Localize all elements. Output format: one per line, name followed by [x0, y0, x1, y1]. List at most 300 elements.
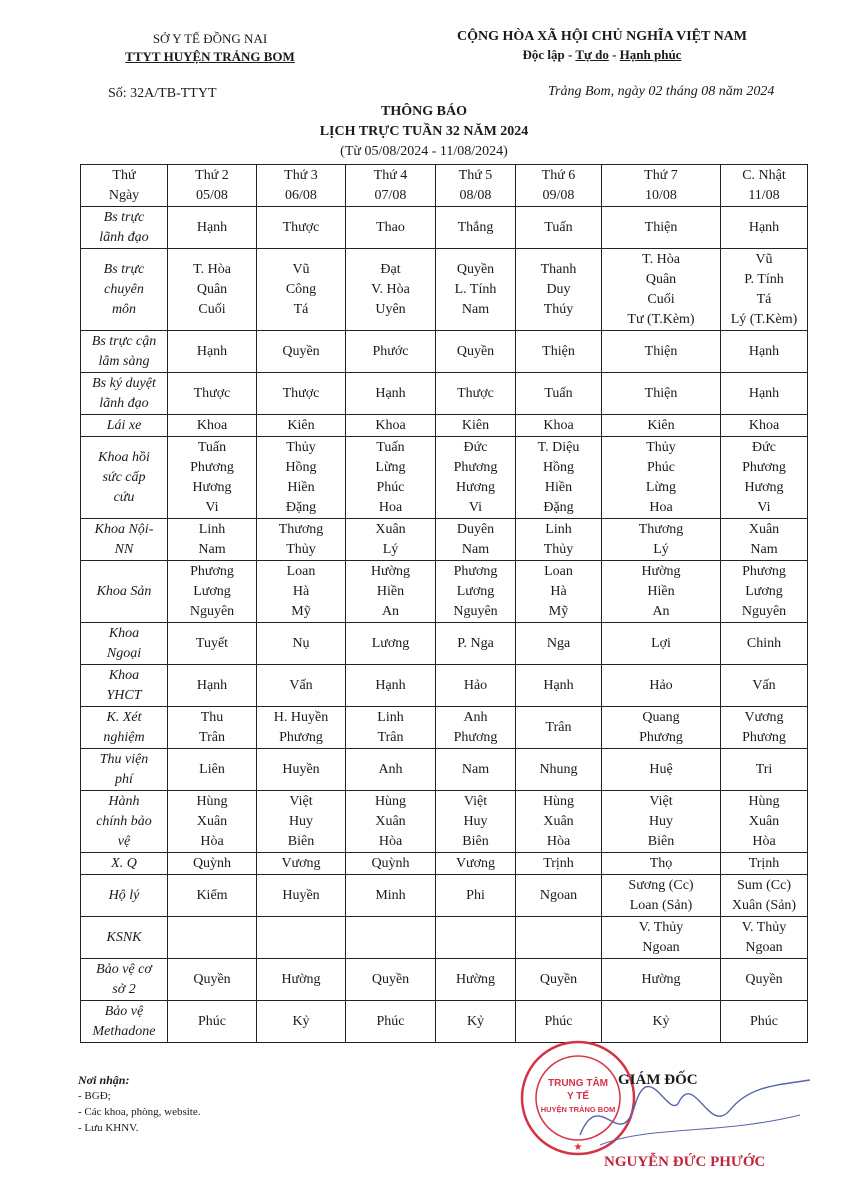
staff-name: Hoa [649, 499, 673, 515]
staff-name: Lý (T.Kèm) [730, 311, 798, 327]
staff-name: Thúy [543, 301, 574, 317]
row-label [81, 207, 168, 249]
col-date: 07/08 [374, 187, 407, 203]
header-row [81, 165, 808, 207]
schedule-row [81, 519, 808, 561]
staff-name: Ngoan [745, 939, 783, 955]
staff-name: Quyền [193, 971, 231, 987]
national-header [392, 28, 812, 64]
staff-name: Quỳnh [371, 855, 410, 871]
schedule-row [81, 249, 808, 331]
corner-date-label: Ngày [108, 187, 140, 203]
staff-name: Hòa [546, 833, 571, 849]
staff-name: Ngoan [539, 887, 578, 903]
row-label-line: Bs trực cận [91, 333, 157, 349]
corner-cell [81, 165, 168, 207]
col-header [436, 165, 516, 207]
duty-cell [168, 853, 257, 875]
national-motto [392, 46, 812, 64]
staff-name: Thược [193, 385, 231, 401]
duty-cell [436, 373, 516, 415]
signer-title: GIÁM ĐỐC [618, 1072, 698, 1088]
staff-name: Thiện [644, 385, 678, 401]
staff-name: Lương [371, 635, 410, 651]
doc-type: THÔNG BÁO [381, 104, 467, 119]
staff-name: Quỳnh [192, 855, 232, 871]
row-label-line: sở 2 [112, 981, 136, 997]
staff-name: T. Diệu [537, 439, 580, 455]
row-label [81, 853, 168, 875]
duty-cell [168, 249, 257, 331]
staff-name: Nhung [539, 761, 578, 777]
staff-name: Hùng [542, 793, 575, 809]
duty-cell [168, 875, 257, 917]
schedule-row [81, 749, 808, 791]
row-label-line: YHCT [106, 687, 142, 703]
row-label-line: cứu [113, 489, 135, 505]
duty-cell [602, 207, 721, 249]
staff-name: Hường [455, 971, 496, 987]
duty-cell [436, 1001, 516, 1043]
duty-cell [257, 1001, 346, 1043]
row-label [81, 875, 168, 917]
duty-cell [168, 791, 257, 853]
row-label-line: Bs trực [103, 209, 145, 225]
row-label-line: chuyên [104, 281, 144, 297]
duty-cell [436, 875, 516, 917]
staff-name: Hạnh [196, 677, 228, 693]
stamp-line-2: Y TẾ [566, 1091, 590, 1102]
staff-name: Thu [200, 709, 224, 725]
staff-name: Vương [455, 855, 496, 871]
col-date: 08/08 [459, 187, 492, 203]
duty-cell [257, 665, 346, 707]
staff-name: Phương [742, 729, 786, 745]
staff-name: Xuân [196, 813, 228, 829]
col-day: Thứ 4 [373, 167, 408, 183]
schedule-row [81, 791, 808, 853]
recipients-block [78, 1072, 201, 1136]
col-day: C. Nhật [742, 167, 786, 183]
staff-name: Quyền [456, 343, 495, 359]
staff-name: Lương [456, 583, 495, 599]
staff-name: Phương [190, 459, 234, 475]
duty-cell [721, 561, 808, 623]
staff-name: Quyền [745, 971, 783, 987]
schedule-row [81, 331, 808, 373]
motto-b: Tự do [575, 47, 609, 62]
duty-cell [721, 707, 808, 749]
staff-name: Hạnh [375, 385, 406, 401]
staff-name: Hòa [752, 833, 776, 849]
col-header [602, 165, 721, 207]
staff-name: Mỹ [291, 603, 311, 619]
svg-text:★: ★ [573, 1142, 583, 1153]
staff-name: H. Huyền [273, 709, 329, 725]
motto-c: Hạnh phúc [619, 47, 682, 62]
duty-cell [257, 437, 346, 519]
staff-name: Uyên [375, 301, 406, 317]
org-parent: SỞ Y TẾ ĐỒNG NAI [152, 31, 268, 46]
row-label-line: Khoa [108, 667, 140, 683]
duty-cell [602, 331, 721, 373]
staff-name: V. Thủy [638, 919, 684, 935]
duty-cell [602, 875, 721, 917]
duty-cell [168, 707, 257, 749]
staff-name: Vũ [292, 261, 310, 277]
staff-name: Hương [744, 479, 784, 495]
staff-name: Phi [466, 887, 485, 903]
duty-cell [602, 749, 721, 791]
duty-cell [721, 959, 808, 1001]
staff-name: Đức [463, 439, 488, 455]
staff-name: Lương [193, 583, 231, 599]
staff-name: Nụ [292, 635, 310, 651]
row-label [81, 415, 168, 437]
staff-name: Cuối [647, 291, 675, 307]
staff-name: Loan [286, 563, 316, 579]
col-day: Thứ 3 [284, 167, 318, 183]
staff-name: Hạnh [375, 677, 406, 693]
duty-cell [516, 917, 602, 959]
row-label-line: Hành [108, 793, 140, 809]
schedule-row [81, 437, 808, 519]
staff-name: Hạnh [196, 219, 228, 235]
staff-name: Phương [742, 459, 786, 475]
duty-cell [168, 415, 257, 437]
schedule-row [81, 665, 808, 707]
staff-name: Sương (Cc) [628, 877, 694, 893]
staff-name: Phương [639, 729, 683, 745]
document-number: Số: 32A/TB-TTYT [108, 86, 217, 101]
duty-cell [346, 1001, 436, 1043]
duty-cell [257, 791, 346, 853]
duty-cell [346, 331, 436, 373]
row-label [81, 749, 168, 791]
staff-name: Xuân (Sản) [731, 897, 797, 913]
duty-schedule-table [80, 164, 808, 1043]
duty-cell [257, 373, 346, 415]
duty-cell [346, 917, 436, 959]
staff-name: Hảo [463, 677, 488, 693]
staff-name: Xuân [748, 521, 780, 537]
duty-cell [602, 437, 721, 519]
row-label [81, 623, 168, 665]
duty-cell [346, 749, 436, 791]
row-label-line: Bảo vệ [104, 1003, 144, 1019]
staff-name: Thược [282, 385, 320, 401]
staff-name: Linh [377, 709, 404, 725]
staff-name: Liên [199, 761, 225, 777]
row-label-line: lãnh đạo [99, 395, 149, 411]
duty-cell [346, 791, 436, 853]
duty-cell [516, 249, 602, 331]
staff-name: P. Tính [744, 271, 784, 287]
staff-name: Huyền [282, 761, 320, 777]
row-label-line: Ngoại [106, 645, 142, 661]
duty-cell [516, 959, 602, 1001]
staff-name: Phương [190, 563, 234, 579]
staff-name: Huy [463, 813, 488, 829]
staff-name: Minh [375, 887, 406, 903]
staff-name: Tuyết [195, 635, 229, 651]
row-label-line: Khoa hồi [98, 449, 150, 465]
staff-name: An [652, 603, 670, 619]
staff-name: Hùng [748, 793, 780, 809]
row-label-line: Bs ký duyệt [92, 375, 156, 391]
recipient-item: - Các khoa, phòng, website. [78, 1106, 201, 1118]
staff-name: Thắng [457, 219, 494, 235]
staff-name: Thủy [646, 439, 676, 455]
staff-name: Phúc [198, 1013, 226, 1029]
staff-name: Kiên [647, 417, 675, 433]
duty-cell [168, 1001, 257, 1043]
col-date: 05/08 [196, 187, 228, 203]
staff-name: Hiền [647, 583, 675, 599]
staff-name: Thương [278, 521, 324, 537]
staff-name: Phương [453, 459, 498, 475]
duty-cell [168, 665, 257, 707]
staff-name: Thao [376, 219, 405, 235]
duty-cell [436, 519, 516, 561]
staff-name: Khoa [748, 417, 780, 433]
duty-cell [436, 331, 516, 373]
staff-name: Tư (T.Kèm) [627, 311, 695, 327]
duty-cell [602, 1001, 721, 1043]
staff-name: Huy [288, 813, 314, 829]
duty-cell [436, 665, 516, 707]
staff-name: Hoa [378, 499, 403, 515]
staff-name: Khoa [543, 417, 574, 433]
duty-cell [516, 707, 602, 749]
col-day: Thứ 6 [541, 167, 576, 183]
duty-cell [721, 875, 808, 917]
staff-name: Lừng [375, 459, 406, 475]
staff-name: An [381, 603, 400, 619]
row-label-line: K. Xét [106, 709, 142, 725]
duty-cell [346, 623, 436, 665]
staff-name: Duy [546, 281, 571, 297]
row-label [81, 959, 168, 1001]
staff-name: Vương [281, 855, 321, 871]
duty-cell [516, 853, 602, 875]
duty-cell [257, 707, 346, 749]
staff-name: Đặng [543, 499, 574, 515]
duty-cell [516, 331, 602, 373]
row-label [81, 917, 168, 959]
duty-cell [436, 959, 516, 1001]
duty-cell [346, 707, 436, 749]
staff-name: Hà [550, 583, 567, 599]
staff-name: Nga [546, 635, 571, 651]
duty-cell [257, 853, 346, 875]
corner-day-label: Thứ [112, 167, 136, 183]
staff-name: Hiền [376, 583, 405, 599]
date-range: (Từ 05/08/2024 - 11/08/2024) [340, 144, 508, 159]
schedule-row [81, 917, 808, 959]
stamp-line-1: TRUNG TÂM [548, 1078, 608, 1089]
row-label [81, 437, 168, 519]
staff-name: Anh [378, 761, 403, 777]
issuing-org [60, 30, 360, 66]
staff-name: Quyền [371, 971, 410, 987]
staff-name: Tá [756, 291, 772, 307]
staff-name: Lợi [651, 635, 671, 651]
staff-name: Anh [463, 709, 488, 725]
staff-name: Hòa [378, 833, 403, 849]
row-label [81, 249, 168, 331]
staff-name: Sum (Cc) [736, 877, 792, 893]
staff-name: Tuấn [544, 385, 573, 401]
staff-name: Thủy [286, 439, 316, 455]
staff-name: Hạnh [543, 677, 574, 693]
staff-name: Vi [757, 499, 771, 515]
staff-name: Hường [641, 971, 681, 987]
row-label-line: Khoa [108, 625, 140, 641]
duty-cell [346, 959, 436, 1001]
staff-name: Khoa [375, 417, 406, 433]
duty-cell [602, 791, 721, 853]
staff-name: Hồng [285, 459, 317, 475]
col-date: 06/08 [285, 187, 317, 203]
duty-cell [602, 249, 721, 331]
staff-name: Thủy [543, 541, 574, 557]
staff-name: V. Thủy [741, 919, 787, 935]
duty-cell [516, 749, 602, 791]
duty-cell [721, 853, 808, 875]
col-date: 11/08 [748, 187, 780, 203]
staff-name: Kỷ [466, 1013, 485, 1029]
duty-cell [168, 519, 257, 561]
staff-name: Phương [453, 563, 498, 579]
staff-name: Thược [282, 219, 320, 235]
duty-cell [168, 959, 257, 1001]
col-day: Thứ 7 [644, 167, 678, 183]
duty-cell [436, 437, 516, 519]
schedule-row [81, 1001, 808, 1043]
staff-name: Phương [279, 729, 323, 745]
duty-cell [516, 207, 602, 249]
duty-cell [436, 853, 516, 875]
staff-name: Trịnh [543, 855, 574, 871]
duty-cell [257, 519, 346, 561]
staff-name: Kiên [287, 417, 315, 433]
duty-cell [721, 665, 808, 707]
row-label-line: phí [115, 771, 133, 787]
col-day: Thứ 5 [458, 167, 493, 183]
duty-cell [721, 331, 808, 373]
duty-cell [346, 373, 436, 415]
staff-name: Linh [198, 521, 226, 537]
row-label-line: vệ [117, 833, 131, 849]
duty-cell [257, 959, 346, 1001]
duty-cell [516, 519, 602, 561]
motto-sep-1: - [564, 47, 576, 62]
staff-name: Hiền [544, 479, 573, 495]
staff-name: Phúc [750, 1013, 778, 1029]
recipient-item: - Lưu KHNV. [78, 1122, 139, 1134]
staff-name: Phương [742, 563, 786, 579]
duty-cell [346, 437, 436, 519]
staff-name: Vi [205, 499, 219, 515]
duty-cell [436, 791, 516, 853]
staff-name: Hạnh [196, 343, 228, 359]
row-label-line: Khoa Sản [96, 583, 152, 599]
staff-name: Hương [192, 479, 232, 495]
staff-name: Xuân [375, 813, 406, 829]
staff-name: Việt [649, 793, 673, 809]
duty-cell [721, 917, 808, 959]
staff-name: Kỷ [292, 1013, 310, 1029]
duty-cell [168, 623, 257, 665]
row-label-line: Khoa Nội- [94, 521, 154, 537]
row-label-line: Bảo vệ cơ [96, 961, 152, 977]
staff-name: L. Tính [454, 281, 497, 297]
staff-name: Hiền [287, 479, 315, 495]
duty-cell [168, 373, 257, 415]
staff-name: Duyên [456, 521, 495, 537]
staff-name: Xuân [748, 813, 780, 829]
staff-name: Phúc [376, 479, 405, 495]
staff-name: Nguyên [741, 603, 787, 619]
staff-name: Vấn [289, 677, 313, 693]
staff-name: Hùng [374, 793, 407, 809]
duty-cell [602, 959, 721, 1001]
staff-name: Hường [370, 563, 411, 579]
signer-name: NGUYỄN ĐỨC PHƯỚC [604, 1154, 766, 1170]
duty-cell [516, 791, 602, 853]
duty-cell [516, 437, 602, 519]
col-header [168, 165, 257, 207]
duty-cell [602, 665, 721, 707]
schedule-row [81, 959, 808, 1001]
staff-name: Thanh [540, 261, 577, 277]
staff-name: Vi [468, 499, 483, 515]
row-label-line: Bs trực [103, 261, 145, 277]
duty-cell [346, 853, 436, 875]
duty-cell [168, 207, 257, 249]
duty-cell [436, 917, 516, 959]
col-date: 09/08 [542, 187, 575, 203]
staff-name: Hảo [649, 677, 673, 693]
row-label-line: X. Q [111, 855, 137, 871]
row-label-line: lãnh đạo [99, 229, 149, 245]
staff-name: Khoa [196, 417, 228, 433]
duty-cell [436, 623, 516, 665]
staff-name: Thược [457, 385, 494, 401]
staff-name: Loan (Sản) [629, 897, 693, 913]
duty-cell [602, 415, 721, 437]
stamp-line-3: HUYỆN TRẢNG BOM [540, 1105, 616, 1114]
schedule-row [81, 415, 808, 437]
staff-name: Xuân [375, 521, 406, 537]
staff-name: Trân [377, 729, 404, 745]
recipient-item: - BGĐ; [78, 1090, 111, 1102]
org-name: TTYT HUYỆN TRẢNG BOM [125, 49, 295, 64]
staff-name: Vương [744, 709, 784, 725]
staff-name: Hạnh [748, 385, 780, 401]
duty-cell [257, 623, 346, 665]
staff-name: Thiện [644, 219, 678, 235]
staff-name: Tuấn [197, 439, 227, 455]
schedule-row [81, 373, 808, 415]
staff-name: Nam [461, 761, 490, 777]
staff-name: Hạnh [748, 219, 780, 235]
staff-name: Đức [752, 439, 776, 455]
motto-sep-2: - [608, 47, 620, 62]
date-line: Trảng Bom, ngày 02 tháng 08 năm 2024 [548, 84, 775, 99]
schedule-row [81, 853, 808, 875]
